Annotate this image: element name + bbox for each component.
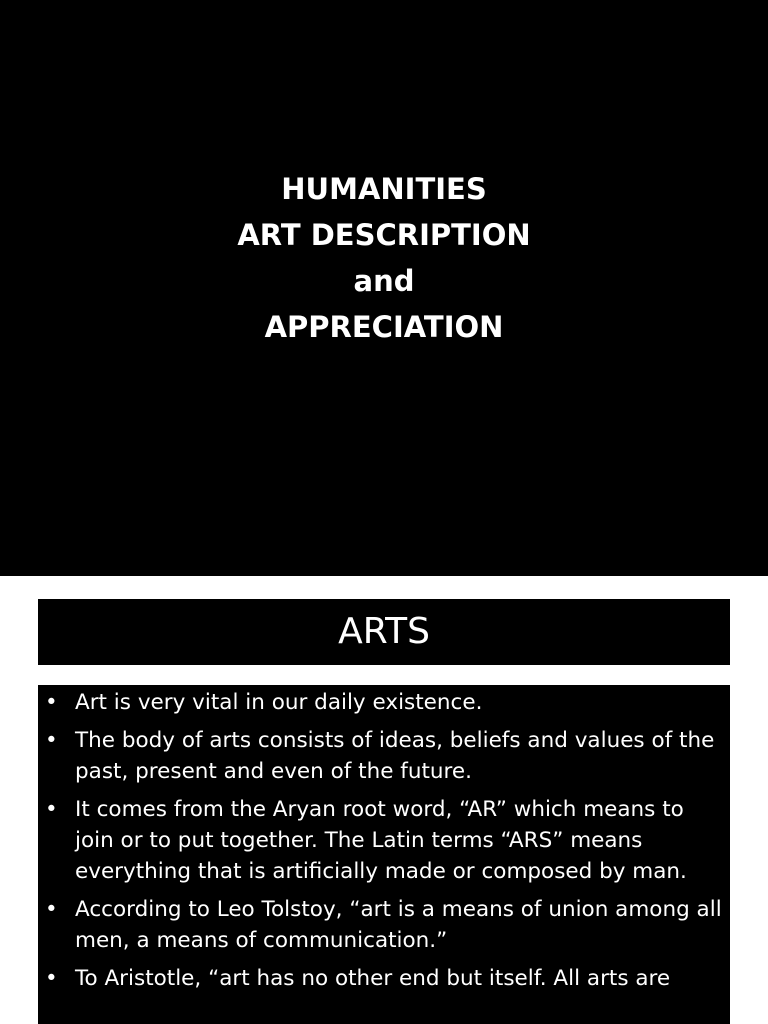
bullet-marker: •	[45, 966, 58, 991]
bullet-marker: •	[45, 797, 58, 822]
bullet-marker: •	[45, 728, 58, 753]
bullet-item	[38, 894, 722, 956]
arts-content-box	[38, 685, 730, 1024]
slide-title	[0, 166, 768, 350]
bullet-text: To Aristotle, “art has no other end but itself. All arts are	[75, 966, 671, 991]
bullet-text: The body of arts consists of ideas, beliefs and values of the past, present and even of the future.	[75, 728, 715, 784]
bullet-item	[38, 725, 722, 787]
bullet-item	[38, 687, 722, 718]
title-line-humanities: HUMANITIES	[281, 172, 487, 206]
title-line-appreciation: APPRECIATION	[264, 310, 504, 344]
bullet-text: It comes from the Aryan root word, “AR” which means to join or to put together. The Latin terms “ARS” means everything that is artificially made or composed by man.	[75, 797, 687, 884]
arts-heading: ARTS	[38, 599, 730, 665]
bullet-marker: •	[45, 897, 58, 922]
bullet-text: Art is very vital in our daily existence.	[75, 690, 483, 715]
bullet-marker: •	[45, 690, 58, 715]
title-line-and: and	[353, 264, 415, 298]
title-line-art-description: ART DESCRIPTION	[237, 218, 531, 252]
bullet-item	[38, 794, 722, 887]
bullet-list	[38, 685, 730, 994]
bullet-text: According to Leo Tolstoy, “art is a means of union among all men, a means of communication.”	[75, 897, 722, 953]
bullet-item	[38, 963, 722, 994]
